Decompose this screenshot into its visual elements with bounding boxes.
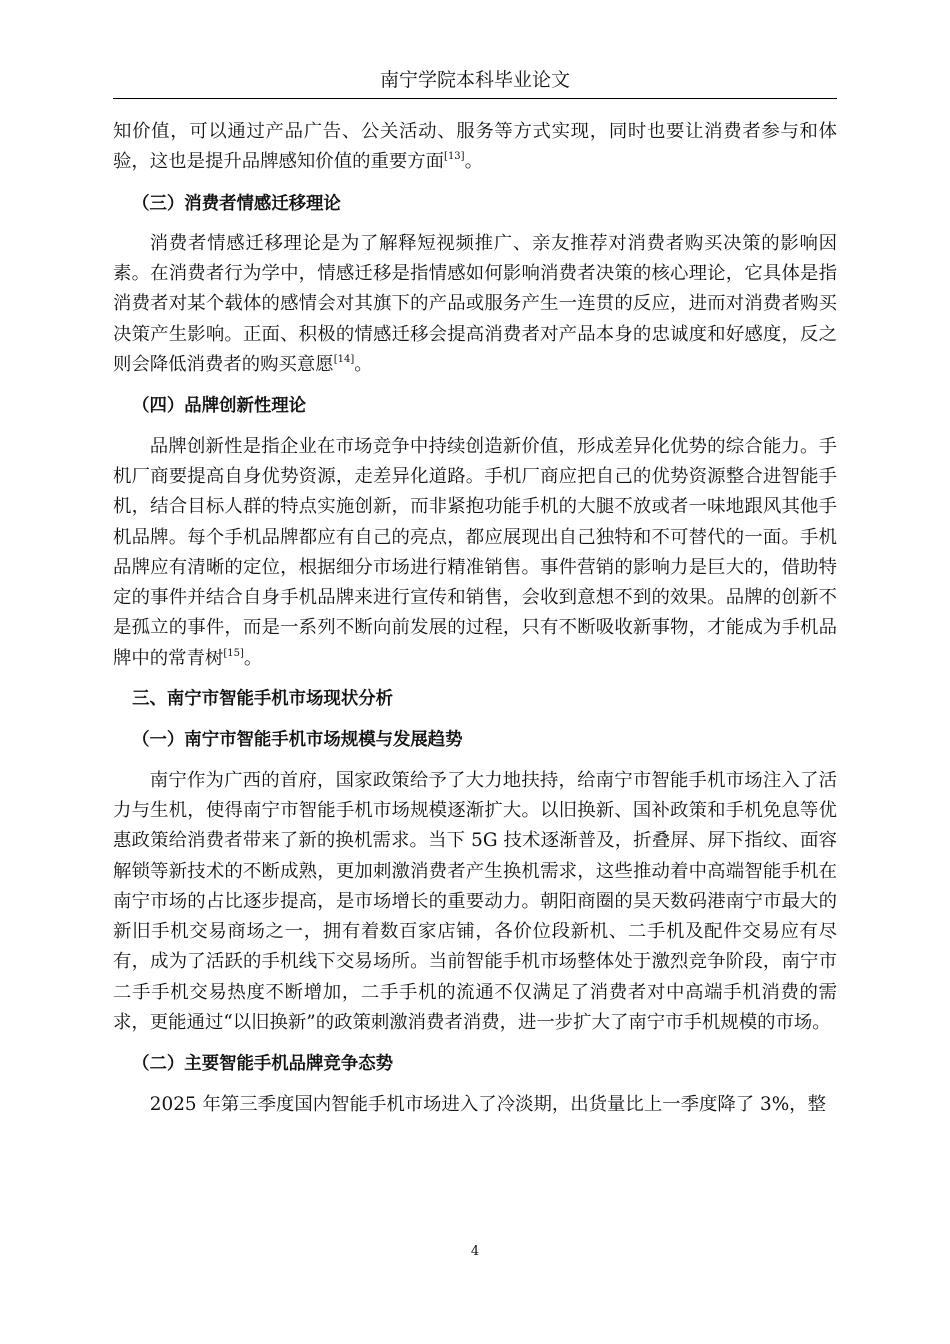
citation-ref: [14] [333, 354, 355, 366]
paragraph-continuation [113, 117, 837, 178]
paragraph-brand-innovation [113, 432, 837, 674]
page-header [113, 68, 837, 99]
paragraph-end: 。 [354, 354, 373, 376]
paragraph-text: 南宁作为广西的首府，国家政策给予了大力地扶持，给南宁市智能手机市场注入了活力与生机，使得南宁市智能手机市场规模逐渐扩大。以旧换新、国补政策和手机免息等优惠政策给消费者带来了新的换机需求。当下 5G 技术逐渐普及，折叠屏、屏下指纹、面容解锁等新技术的不断成熟，更加刺激消费者产生换机需求，这些推动着中高端智能手机在南宁市场的占比逐步提高，是市场增长的重要动力。朝阳商圈的昊天数码港南宁市最大的新旧手机交易商场之一，拥有着数百家店铺，各价位段新机、二手机及配件交易应有尽有，成为了活跃的手机线下交易场所。当前智能手机市场整体处于激烈竞争阶段，南宁市二手手机交易热度不断增加，二手手机的流通不仅满足了消费者对中高端手机消费的需求，更能通过“以旧换新”的政策刺激消费者消费，进一步扩大了南宁市手机规模的市场。 [113, 769, 837, 1034]
subsection-heading-3-1: （一）南宁市智能手机市场规模与发展趋势 [132, 730, 463, 751]
document-body [113, 117, 837, 1120]
paragraph-market-scale [113, 766, 837, 1039]
subsection-heading-3: （三）消费者情感迁移理论 [132, 193, 341, 214]
paragraph-text: 2025 年第三季度国内智能手机市场进入了冷淡期，出货量比上一季度降了 3%，整 [149, 1093, 826, 1115]
section-heading-3: 三、南宁市智能手机市场现状分析 [132, 689, 393, 710]
paragraph-text: 知价值，可以通过产品广告、公关活动、服务等方式实现，同时也要让消费者参与和体验，这也是提升品牌感知价值的重要方面 [113, 121, 837, 173]
paragraph-competition [113, 1090, 837, 1120]
citation-ref: [13] [444, 151, 465, 163]
subsection-heading-3-2: （二）主要智能手机品牌竞争态势 [132, 1054, 393, 1075]
header-title: 南宁学院本科毕业论文 [379, 69, 570, 91]
paragraph-emotion-transfer [113, 229, 837, 380]
paragraph-text: 消费者情感迁移理论是为了解释短视频推广、亲友推荐对消费者购买决策的影响因素。在消费者行为学中，情感迁移是指情感如何影响消费者决策的核心理论，它具体是指消费者对某个载体的感情会对其旗下的产品或服务产生一连贯的反应，进而对消费者购买决策产生影响。正面、积极的情感迁移会提高消费者对产品本身的忠诚度和好感度，反之则会降低消费者的购买意愿 [113, 232, 837, 376]
citation-ref: [15] [223, 647, 244, 659]
paragraph-text: 品牌创新性是指企业在市场竞争中持续创造新价值，形成差异化优势的综合能力。手机厂商要提高自身优势资源，走差异化道路。手机厂商应把自己的优势资源整合进智能手机，结合目标人群的特点实施创新，而非紧抱功能手机的大腿不放或者一味地跟风其他手机品牌。每个手机品牌都应有自己的亮点，都应展现出自己独特和不可替代的一面。手机品牌应有清晰的定位，根据细分市场进行精准销售。事件营销的影响力是巨大的，借助特定的事件并结合自身手机品牌来进行宣传和销售，会收到意想不到的效果。品牌的创新不是孤立的事件，而是一系列不断向前发展的过程，只有不断吸收新事物，才能成为手机品牌中的常青树 [113, 435, 837, 669]
paragraph-end: 。 [243, 647, 263, 669]
page-number: 4 [470, 1244, 480, 1259]
subsection-heading-4: （四）品牌创新性理论 [132, 396, 307, 417]
paragraph-end: 。 [464, 151, 483, 173]
